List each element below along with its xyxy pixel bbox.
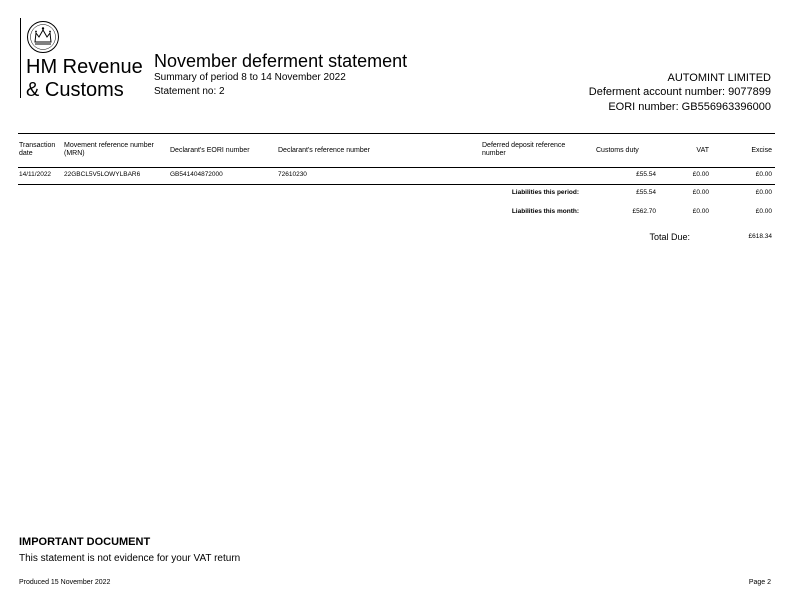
hmrc-brand bbox=[26, 56, 143, 102]
brand-line-1: HM Revenue bbox=[26, 56, 143, 78]
row-customs-duty: £55.54 bbox=[636, 171, 656, 178]
page-number: Page 2 bbox=[748, 579, 771, 586]
liabilities-month-excise: £0.00 bbox=[755, 208, 772, 215]
table-body-rule bbox=[18, 184, 775, 185]
logo-rule bbox=[20, 18, 21, 98]
row-transaction-date: 14/11/2022 bbox=[19, 171, 52, 178]
header-customs-duty: Customs duty bbox=[596, 147, 639, 154]
total-due-value: £618.34 bbox=[748, 233, 772, 240]
royal-crest-icon bbox=[26, 20, 60, 54]
header-vat: VAT bbox=[696, 147, 709, 154]
table-header-rule bbox=[18, 167, 775, 168]
liabilities-period-excise: £0.00 bbox=[755, 189, 772, 196]
brand-line-2: & Customs bbox=[26, 79, 124, 101]
company-eori-number: EORI number: GB556963396000 bbox=[608, 101, 771, 113]
liabilities-period-vat: £0.00 bbox=[692, 189, 709, 196]
statement-title: November deferment statement bbox=[154, 51, 408, 71]
row-mrn: 22GBCL5V5LOWYLBAR6 bbox=[64, 171, 141, 178]
table-top-rule bbox=[18, 133, 775, 134]
header-transaction-date: Transaction date bbox=[19, 142, 56, 157]
deferment-account-number: Deferment account number: 9077899 bbox=[588, 86, 771, 98]
row-declarant-eori: GB541404872000 bbox=[170, 171, 223, 178]
produced-date: Produced 15 November 2022 bbox=[19, 579, 111, 586]
header-deposit-reference: Deferred deposit reference number bbox=[482, 142, 566, 157]
row-vat: £0.00 bbox=[692, 171, 709, 178]
liabilities-month-vat: £0.00 bbox=[692, 208, 709, 215]
total-due-label: Total Due: bbox=[649, 232, 690, 242]
liabilities-month-label: Liabilities this month: bbox=[511, 208, 579, 215]
header-mrn: Movement reference number (MRN) bbox=[64, 142, 154, 157]
company-name: AUTOMINT LIMITED bbox=[667, 72, 771, 84]
row-declarant-reference: 72610230 bbox=[278, 171, 307, 178]
liabilities-period-customs: £55.54 bbox=[636, 189, 656, 196]
header-excise: Excise bbox=[751, 147, 772, 154]
liabilities-period-label: Liabilities this period: bbox=[511, 189, 579, 196]
statement-number: Statement no: 2 bbox=[154, 86, 225, 97]
header-declarant-eori: Declarant's EORI number bbox=[170, 147, 250, 154]
header-declarant-reference: Declarant's reference number bbox=[278, 147, 370, 154]
row-excise: £0.00 bbox=[755, 171, 772, 178]
statement-summary: Summary of period 8 to 14 November 2022 bbox=[154, 72, 346, 83]
important-document-text: This statement is not evidence for your VAT return bbox=[19, 553, 241, 564]
important-document-heading: IMPORTANT DOCUMENT bbox=[19, 536, 151, 548]
liabilities-month-customs: £562.70 bbox=[632, 208, 656, 215]
